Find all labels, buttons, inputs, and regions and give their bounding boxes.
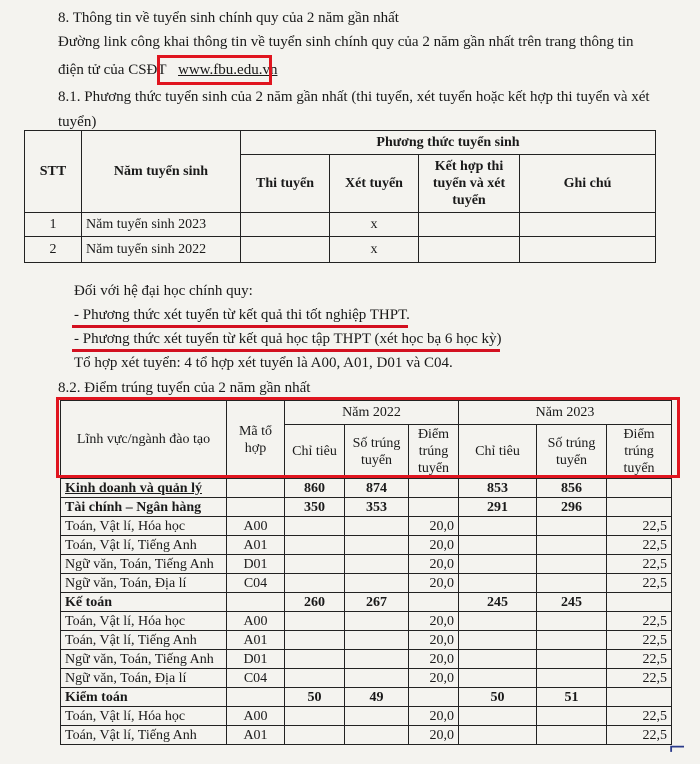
cell-admitted-2022 [345,612,409,631]
cell-quota-2023: 245 [459,593,537,612]
cell-admitted-2022 [345,669,409,688]
cell-score-2022: 20,0 [409,555,459,574]
cell-code: C04 [227,669,285,688]
col-code: Mã tổ hợp [227,401,285,479]
cell-quota-2022 [285,669,345,688]
cell-field: Toán, Vật lí, Hóa học [61,517,227,536]
col-method-group: Phương thức tuyển sinh [241,131,656,155]
cell-stt: 2 [25,237,82,263]
cell-admitted-2023 [537,650,607,669]
cell-quota-2023 [459,726,537,745]
cell-quota-2023: 291 [459,498,537,517]
link-highlight-box [157,55,272,85]
header-highlight-box [56,397,680,478]
cell-quota-2022 [285,707,345,726]
cell-quota-2023 [459,517,537,536]
table-row [61,593,672,612]
cell-admitted-2023 [537,536,607,555]
cell-admitted-2023 [537,517,607,536]
table-row [61,517,672,536]
table-row [61,688,672,707]
cell-field: Tài chính – Ngân hàng [61,498,227,517]
table-row [61,555,672,574]
cell-xet: x [330,213,419,237]
cell-admitted-2023: 296 [537,498,607,517]
cell-admitted-2022 [345,555,409,574]
cell-score-2023: 22,5 [607,555,672,574]
cell-quota-2022 [285,536,345,555]
cell-score-2022: 20,0 [409,574,459,593]
cell-thi [241,213,330,237]
cell-stt: 1 [25,213,82,237]
cell-field: Kế toán [61,593,227,612]
cell-field: Toán, Vật lí, Tiếng Anh [61,726,227,745]
col-score-2023: Điểm trúng tuyển [607,425,672,479]
cell-score-2023: 22,5 [607,669,672,688]
cell-quota-2022: 860 [285,479,345,498]
cell-score-2023: 22,5 [607,726,672,745]
cell-code: D01 [227,555,285,574]
col-admitted-2023: Số trúng tuyển [537,425,607,479]
cell-quota-2023 [459,669,537,688]
section-8-1-line1: 8.1. Phương thức tuyển sinh của 2 năm gần nhất (thi tuyển, xét tuyển hoặc kết hợp thi tuyển và xét [58,89,650,105]
cell-score-2022: 20,0 [409,726,459,745]
table-row [61,631,672,650]
cell-score-2023 [607,479,672,498]
cell-quota-2022: 350 [285,498,345,517]
cell-score-2023: 22,5 [607,650,672,669]
cell-score-2022: 20,0 [409,612,459,631]
cell-score-2023: 22,5 [607,631,672,650]
cell-field: Toán, Vật lí, Hóa học [61,707,227,726]
cell-admitted-2022: 874 [345,479,409,498]
cell-score-2023: 22,5 [607,574,672,593]
cell-code: A01 [227,536,285,555]
cell-code: C04 [227,574,285,593]
cell-score-2023 [607,688,672,707]
col-year: Năm tuyển sinh [82,131,241,213]
col-year-2022: Năm 2022 [285,401,459,425]
col-stt: STT [25,131,82,213]
cell-admitted-2022 [345,726,409,745]
table-row [61,650,672,669]
cell-quota-2022 [285,726,345,745]
table-row [25,213,656,237]
table-row [61,536,672,555]
cell-quota-2023 [459,574,537,593]
cell-score-2022: 20,0 [409,669,459,688]
cell-admitted-2022 [345,631,409,650]
cell-xet: x [330,237,419,263]
cell-admitted-2023 [537,669,607,688]
table-row [25,237,656,263]
cell-admitted-2023: 856 [537,479,607,498]
cell-quota-2022: 50 [285,688,345,707]
cell-score-2023: 22,5 [607,517,672,536]
website-link[interactable]: www.fbu.edu.vn [178,62,278,78]
table-row [61,669,672,688]
cell-field: Ngữ văn, Toán, Địa lí [61,669,227,688]
link-prefix: điện tử của CSĐT [58,62,167,78]
cell-code [227,498,285,517]
admission-methods-table [24,130,656,263]
cell-field: Ngữ văn, Toán, Tiếng Anh [61,650,227,669]
col-score-2022: Điểm trúng tuyển [409,425,459,479]
cell-code: A00 [227,707,285,726]
cell-score-2022: 20,0 [409,650,459,669]
cell-ket-hop [419,237,520,263]
cell-score-2023: 22,5 [607,536,672,555]
cell-year: Năm tuyển sinh 2023 [82,213,241,237]
cell-score-2022 [409,479,459,498]
cell-score-2022: 20,0 [409,536,459,555]
link-description-line1: Đường link công khai thông tin về tuyển sinh chính quy của 2 năm gần nhất trên trang thông tin [58,34,634,50]
cell-field: Kiểm toán [61,688,227,707]
cell-field: Toán, Vật lí, Hóa học [61,612,227,631]
cell-field: Ngữ văn, Toán, Tiếng Anh [61,555,227,574]
cell-admitted-2022: 353 [345,498,409,517]
cell-code [227,688,285,707]
cell-quota-2023: 853 [459,479,537,498]
page-corner-mark: ⌐ [668,736,687,761]
cell-code [227,479,285,498]
col-quota-2022: Chỉ tiêu [285,425,345,479]
cell-score-2022: 20,0 [409,707,459,726]
col-ghi-chu: Ghi chú [520,155,656,213]
cell-admitted-2022 [345,707,409,726]
col-ket-hop: Kết hợp thi tuyển và xét tuyển [419,155,520,213]
notes-intro: Đối với hệ đại học chính quy: [74,283,253,299]
cell-field: Ngữ văn, Toán, Địa lí [61,574,227,593]
cell-code: A00 [227,612,285,631]
cell-admitted-2022: 49 [345,688,409,707]
cell-score-2023: 22,5 [607,707,672,726]
cell-code: A00 [227,517,285,536]
cell-score-2023: 22,5 [607,612,672,631]
cell-code: A01 [227,726,285,745]
table-row [61,707,672,726]
cell-quota-2023 [459,612,537,631]
cell-field: Toán, Vật lí, Tiếng Anh [61,536,227,555]
cell-code: A01 [227,631,285,650]
col-field: Lĩnh vực/ngành đào tạo [61,401,227,479]
cell-admitted-2023 [537,555,607,574]
cell-ket-hop [419,213,520,237]
cell-quota-2022 [285,612,345,631]
cell-field: Kinh doanh và quản lý [61,479,227,498]
cell-admitted-2023 [537,631,607,650]
cell-quota-2022 [285,574,345,593]
cell-score-2022: 20,0 [409,631,459,650]
cell-admitted-2022 [345,536,409,555]
cell-field: Toán, Vật lí, Tiếng Anh [61,631,227,650]
section-8-title: 8. Thông tin về tuyển sinh chính quy của 2 năm gần nhất [58,10,399,26]
cell-admitted-2023 [537,574,607,593]
cell-quota-2022 [285,650,345,669]
cell-score-2023 [607,498,672,517]
method-1: - Phương thức xét tuyển từ kết quả thi tốt nghiệp THPT. [74,307,410,323]
cell-quota-2022 [285,631,345,650]
method-1-underline [72,325,408,328]
cell-year: Năm tuyển sinh 2022 [82,237,241,263]
col-admitted-2022: Số trúng tuyển [345,425,409,479]
cell-admitted-2022: 267 [345,593,409,612]
section-8-2-title: 8.2. Điểm trúng tuyển của 2 năm gần nhất [58,380,311,396]
cell-quota-2022: 260 [285,593,345,612]
cell-admitted-2023: 245 [537,593,607,612]
col-xet-tuyen: Xét tuyển [330,155,419,213]
cell-admitted-2022 [345,574,409,593]
cell-admitted-2023 [537,707,607,726]
cell-thi [241,237,330,263]
cell-quota-2023 [459,631,537,650]
cell-admitted-2022 [345,517,409,536]
table-row [61,498,672,517]
col-year-2023: Năm 2023 [459,401,672,425]
cell-ghi-chu [520,237,656,263]
cell-score-2022 [409,688,459,707]
cell-quota-2022 [285,555,345,574]
cell-admitted-2022 [345,650,409,669]
cell-quota-2023: 50 [459,688,537,707]
section-8-1-line2: tuyển) [58,114,97,130]
col-quota-2023: Chỉ tiêu [459,425,537,479]
cell-admitted-2023 [537,726,607,745]
method-2-underline [72,349,500,352]
table-row [61,574,672,593]
table-row [61,479,672,498]
table-row [61,726,672,745]
cell-admitted-2023: 51 [537,688,607,707]
cell-quota-2023 [459,707,537,726]
cell-score-2022 [409,498,459,517]
cell-quota-2023 [459,650,537,669]
col-thi-tuyen: Thi tuyển [241,155,330,213]
cell-score-2022 [409,593,459,612]
cell-ghi-chu [520,213,656,237]
cell-score-2022: 20,0 [409,517,459,536]
cell-admitted-2023 [537,612,607,631]
method-2: - Phương thức xét tuyển từ kết quả học tập THPT (xét học bạ 6 học kỳ) [74,331,502,347]
cell-code [227,593,285,612]
cell-quota-2022 [285,517,345,536]
cell-quota-2023 [459,555,537,574]
cell-code: D01 [227,650,285,669]
table-row [61,612,672,631]
cell-score-2023 [607,593,672,612]
combos-note: Tổ hợp xét tuyển: 4 tổ hợp xét tuyển là A00, A01, D01 và C04. [74,355,453,371]
cell-quota-2023 [459,536,537,555]
